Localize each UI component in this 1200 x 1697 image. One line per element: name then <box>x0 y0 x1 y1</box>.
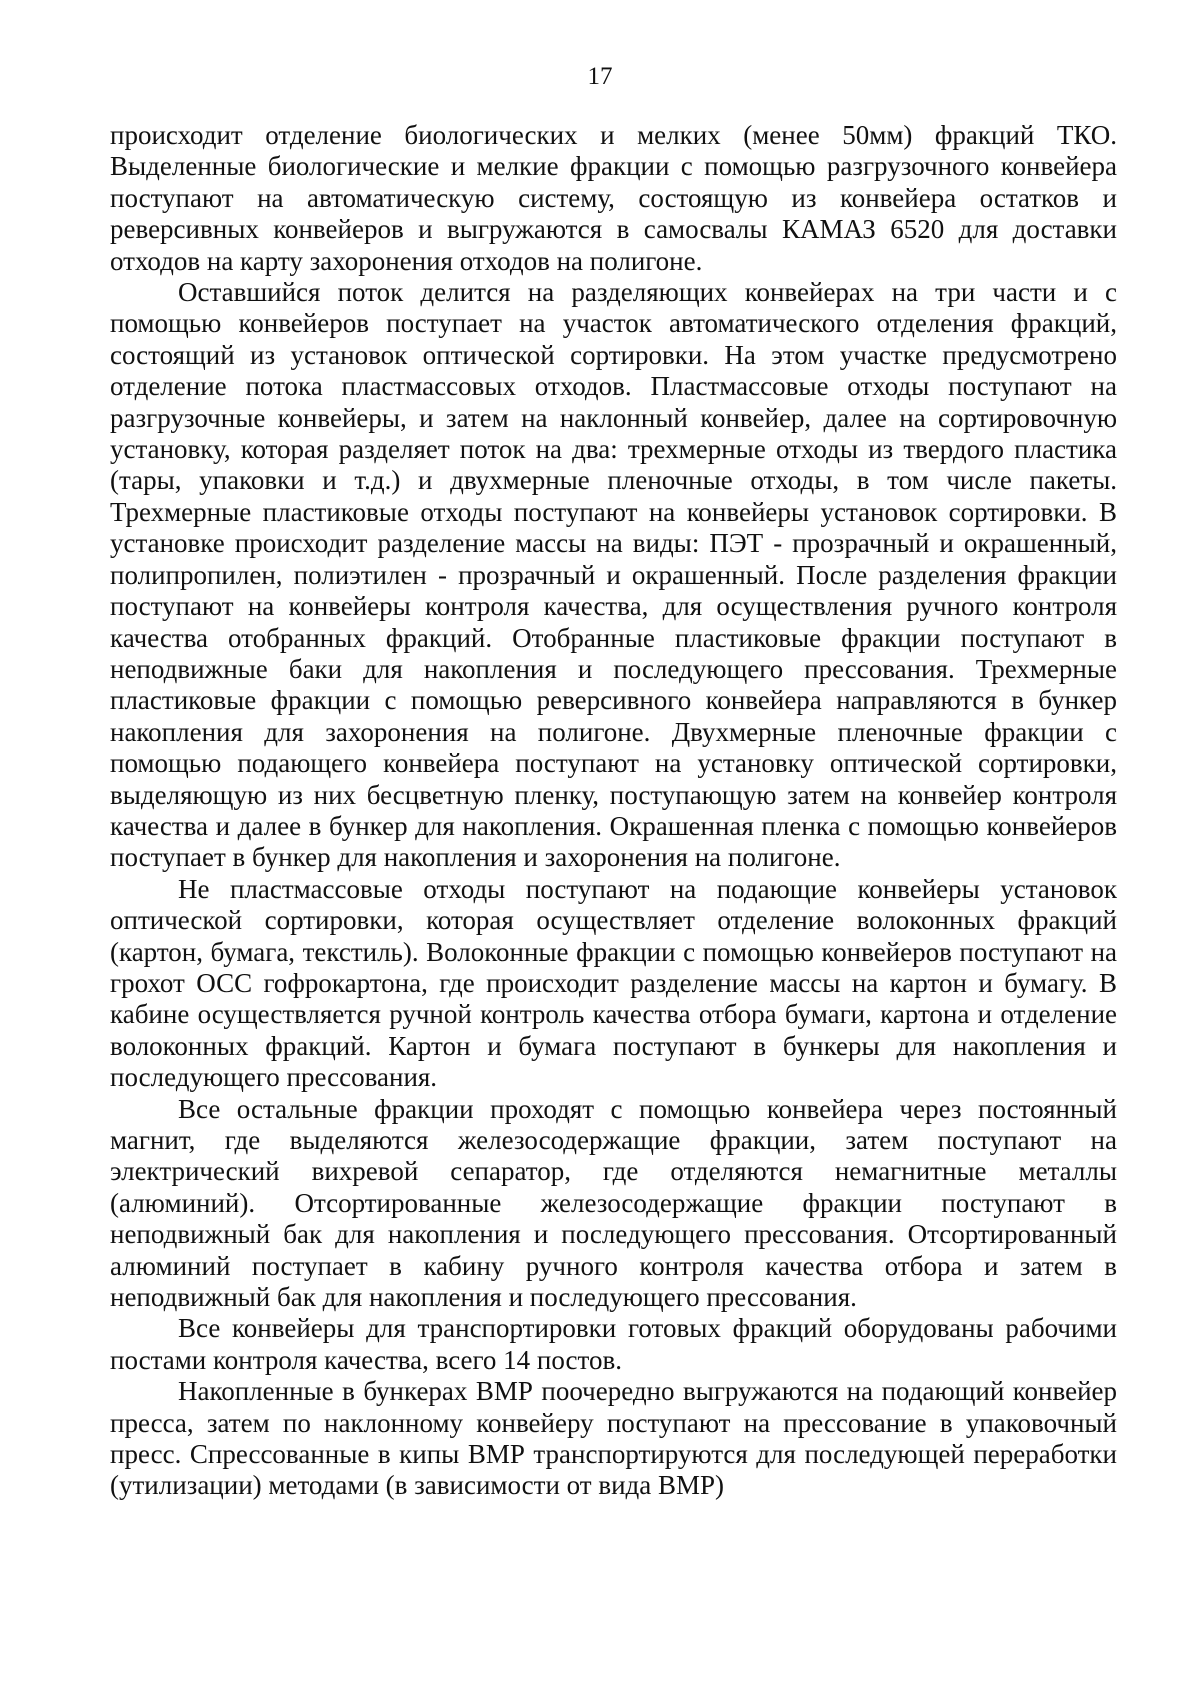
paragraph-3: Не пластмассовые отходы поступают на подающие конвейеры установок оптической сортировки, которая осуществляет отделение волоконных фракций (картон, бумага, текстиль). Волоконные фракции с помощью конвейеров поступают на грохот ОСС гофрокартона, где происходит разделение массы на картон и бумагу. В кабине осуществляется ручной контроль качества отбора бумаги, картона и отделение волоконных фракций. Картон и бумага поступают в бункеры для накопления и последующего прессования. <box>110 873 1117 1093</box>
body-text <box>110 120 1117 1502</box>
paragraph-2: Оставшийся поток делится на разделяющих конвейерах на три части и с помощью конвейеров поступает на участок автоматического отделения фракций, состоящий из установок оптической сортировки. На этом участке предусмотрено отделение потока пластмассовых отходов. Пластмассовые отходы поступают на разгрузочные конвейеры, и затем на наклонный конвейер, далее на сортировочную установку, которая разделяет поток на два: трехмерные отходы из твердого пластика (тары, упаковки и т.д.) и двухмерные пленочные отходы, в том числе пакеты. Трехмерные пластиковые отходы поступают на конвейеры установок сортировки. В установке происходит разделение массы на виды: ПЭТ - прозрачный и окрашенный, полипропилен, полиэтилен - прозрачный и окрашенный. После разделения фракции поступают на конвейеры контроля качества, для осуществления ручного контроля качества отобранных фракций. Отобранные пластиковые фракции поступают в неподвижные баки для накопления и последующего прессования. Трехмерные пластиковые фракции с помощью реверсивного конвейера направляются в бункер накопления для захоронения на полигоне. Двухмерные пленочные фракции с помощью подающего конвейера поступают на установку оптической сортировки, выделяющую из них бесцветную пленку, поступающую затем на конвейер контроля качества и далее в бункер для накопления. Окрашенная пленка с помощью конвейеров поступает в бункер для накопления и захоронения на полигоне. <box>110 277 1117 873</box>
paragraph-6: Накопленные в бункерах ВМР поочередно выгружаются на подающий конвейер пресса, затем по наклонному конвейеру поступают на прессование в упаковочный пресс. Спрессованные в кипы ВМР транспортируются для последующей переработки (утилизации) методами (в зависимости от вида ВМР) <box>110 1376 1117 1501</box>
page-number: 17 <box>587 63 613 90</box>
paragraph-1: происходит отделение биологических и мелких (менее 50мм) фракций ТКО. Выделенные биологические и мелкие фракции с помощью разгрузочного конвейера поступают на автоматическую систему, состоящую из конвейера остатков и реверсивных конвейеров и выгружаются в самосвалы КАМАЗ 6520 для доставки отходов на карту захоронения отходов на полигоне. <box>110 120 1117 276</box>
paragraph-4: Все остальные фракции проходят с помощью конвейера через постоянный магнит, где выделяются железосодержащие фракции, затем поступают на электрический вихревой сепаратор, где отделяются немагнитные металлы (алюминий). Отсортированные железосодержащие фракции поступают в неподвижный бак для накопления и последующего прессования. Отсортированный алюминий поступает в кабину ручного контроля качества отбора и затем в неподвижный бак для накопления и последующего прессования. <box>110 1093 1117 1313</box>
paragraph-5: Все конвейеры для транспортировки готовых фракций оборудованы рабочими постами контроля качества, всего 14 постов. <box>110 1313 1117 1375</box>
